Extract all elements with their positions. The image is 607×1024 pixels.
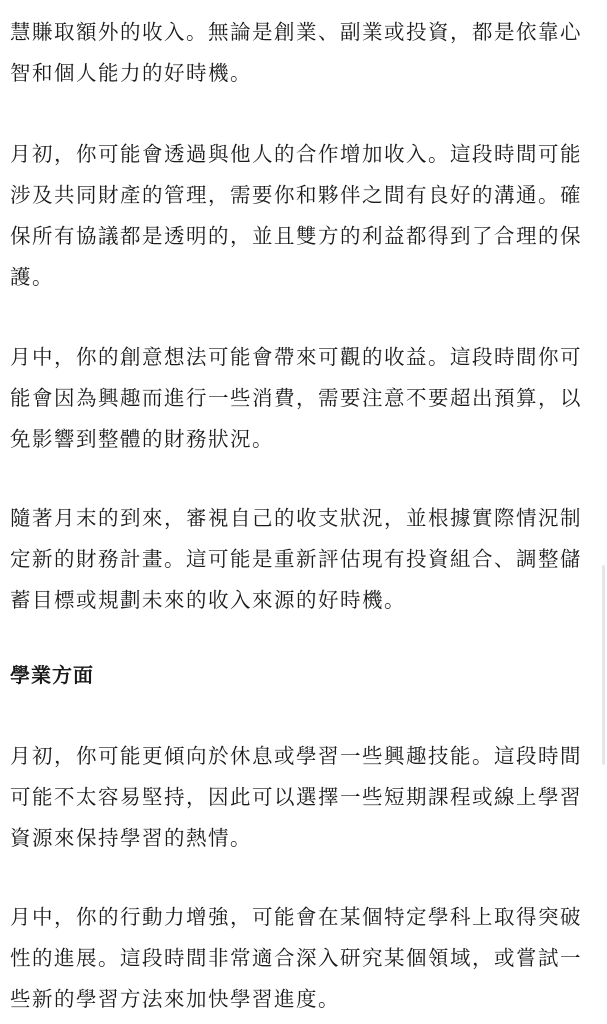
paragraph-study-early-month: 月初，你可能更傾向於休息或學習一些興趣技能。這段時間可能不太容易堅持，因此可以選擇一些短期課程或線上學習資源來保持學習的熱情。: [10, 744, 582, 850]
paragraph-finance-intro: 慧賺取額外的收入。無論是創業、副業或投資，都是依靠心智和個人能力的好時機。: [10, 20, 582, 85]
paragraph-finance-mid-month: 月中，你的創意想法可能會帶來可觀的收益。這段時間你可能會因為興趣而進行一些消費，需要注意不要超出預算，以免影響到整體的財務狀況。: [10, 345, 582, 451]
section-heading-study: 學業方面: [10, 663, 94, 687]
paragraph-finance-early-month: 月初，你可能會透過與他人的合作增加收入。這段時間可能涉及共同財產的管理，需要你和夥伴之間有良好的溝通。確保所有協議都是透明的，並且雙方的利益都得到了合理的保護。: [10, 142, 582, 289]
paragraph-study-mid-month: 月中，你的行動力增強，可能會在某個特定學科上取得突破性的進展。這段時間非常適合深入研究某個領域，或嘗試一些新的學習方法來加快學習進度。: [10, 905, 582, 1011]
scrollbar-thumb[interactable]: [602, 565, 605, 765]
paragraph-finance-end-month: 隨著月末的到來，審視自己的收支狀況，並根據實際情況制定新的財務計畫。這可能是重新評估現有投資組合、調整儲蓄目標或規劃未來的收入來源的好時機。: [10, 506, 582, 612]
